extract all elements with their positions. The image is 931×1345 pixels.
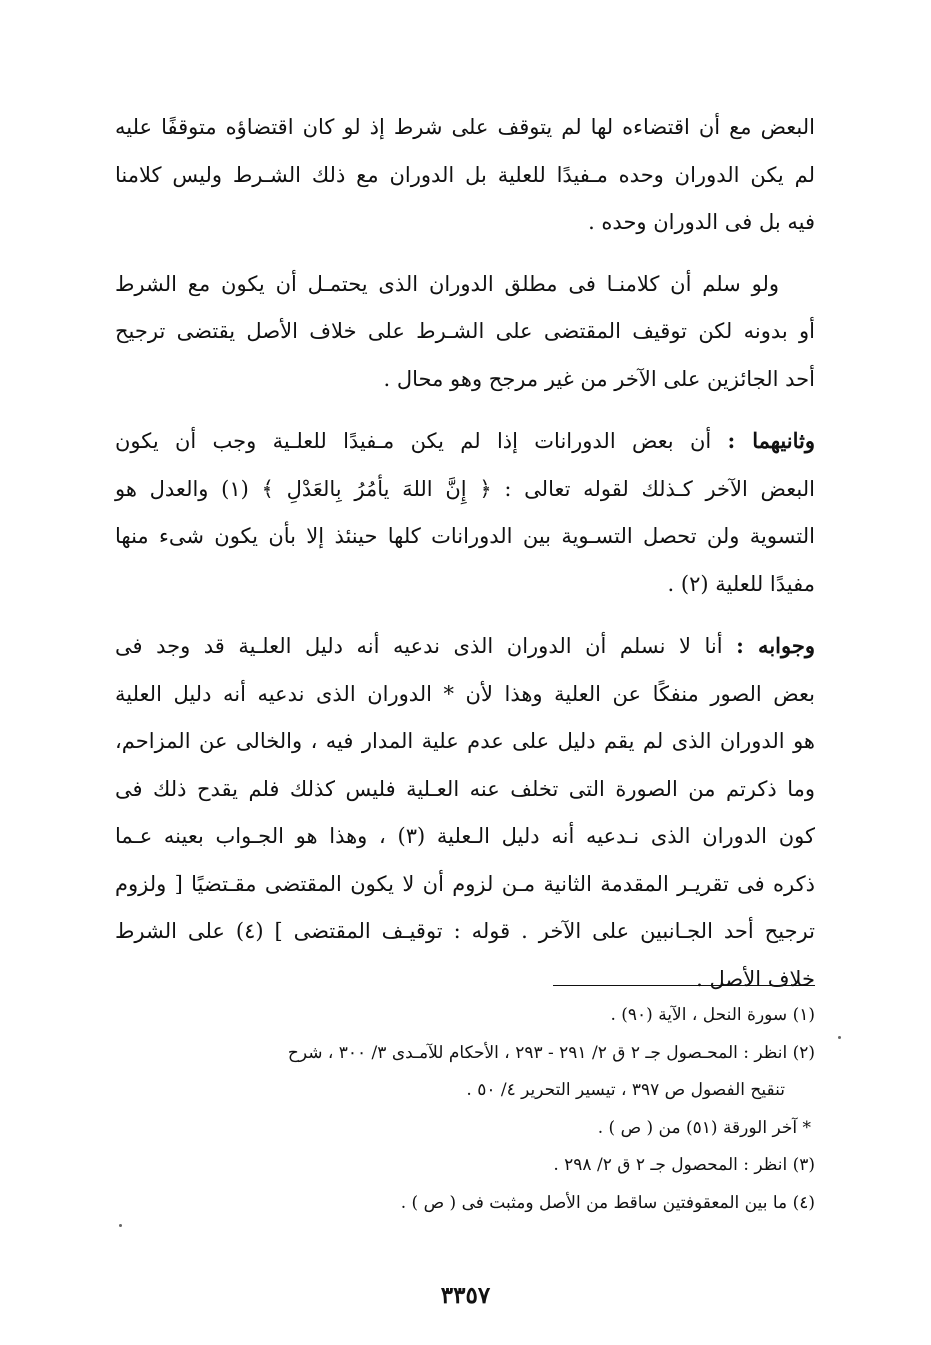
- footnote-page-marker: * آخر الورقة (٥١) من ( ص ) .: [597, 1117, 811, 1138]
- footnote-1: (١) سورة النحل ، الآية (٩٠) .: [610, 1005, 815, 1025]
- paragraph-4: [115, 622, 815, 1003]
- footnote-line: تنقيح الفصول ص ٣٩٧ ، تيسير التحرير ٤/ ٥٠ .: [466, 1080, 785, 1100]
- scan-speck: [838, 1036, 841, 1039]
- main-text: [115, 104, 815, 1003]
- paragraph-1: [115, 104, 815, 247]
- text-line: البعض مع أن اقتضاءه لها لم يتوقف على شرط إذ لو كان اقتضاؤه متوقفًا عليه: [115, 115, 815, 139]
- text-line-content: أن بعض الدورانات إذا لم يكن مـفيدًا للعلـية وجب أن يكون: [115, 429, 712, 453]
- paragraph-lead: وجوابه :: [736, 633, 815, 658]
- text-line: هو الدوران الذى لم يقم دليل على عدم علية المدار فيه ، والخالى عن المزاحم،: [115, 729, 815, 753]
- text-line: [115, 417, 815, 466]
- text-line: خلاف الأصل .: [696, 966, 815, 991]
- text-line: ولو سلم أن كلامنـا فى مطلق الدوران الذى يحتمـل أن يكون مع الشرط: [115, 271, 779, 296]
- text-line: ذكره فى تقريـر المقدمة الثانية مـن لزوم أن لا يكون المقتضى مقـتضيًا [ ولزوم: [115, 871, 815, 896]
- footnote-line: (٢) انظر : المحـصول جـ ٢ ق ٢/ ٢٩١ - ٢٩٣ ، الأحكام للآمـدى ٣/ ٣٠٠ ، شرح: [287, 1042, 815, 1063]
- text-line: مفيدًا للعلية (٢) .: [667, 571, 815, 596]
- footnotes: [109, 997, 815, 1222]
- scan-speck: [119, 1224, 122, 1227]
- paragraph-lead: وثانيهما :: [727, 428, 815, 453]
- text-line-content: أنا لا نسلم أن الدوران الذى ندعيه أنه دليل العلـية قد وجد فى: [115, 634, 723, 658]
- text-line: البعض الآخر كـذلك لقوله تعالى : ﴿ إِنَّ اللهَ يأمُرُ بِالعَدْلِ ﴾ (١) والعدل هو: [115, 476, 815, 501]
- paragraph-2: [115, 261, 815, 404]
- text-line: التسوية ولن تحصل التسـوية بين الدورانات كلها حينئذ إلا بأن يكون شىء منها: [115, 524, 815, 548]
- footnote-divider: [553, 985, 815, 986]
- text-line: فيه بل فى الدوران وحده .: [588, 210, 815, 234]
- paragraph-3: [115, 417, 815, 608]
- text-line: ترجيح أحد الجـانبين على الآخر . قوله : توقيـف المقتضى ] (٤) على الشرط: [115, 919, 815, 943]
- footnote-4: (٤) ما بين المعقوفتين ساقط من الأصل ومثبت فى ( ص ) .: [400, 1192, 815, 1213]
- text-line: لم يكن الدوران وحده مـفيدًا للعلية بل الدوران مع ذلك الشـرط وليس كلامنا: [115, 162, 815, 187]
- text-line: أو بدونه لكن توقيف المقتضى على الشـرط على خلاف الأصل يقتضى ترجيح: [115, 319, 815, 343]
- text-line: كون الدوران الذى نـدعيه أنه دليل الـعلية (٣) ، وهذا هو الجـواب بعينه عـما: [115, 824, 815, 848]
- text-line: أحد الجائزين على الآخر من غير مرجح وهو محال .: [383, 366, 815, 391]
- text-line: [115, 622, 815, 671]
- text-line: بعض الصور منفكًا عن العلية وهذا لأن * الدوران الذى ندعيه أنه دليل العلية: [115, 681, 815, 706]
- footnote-3: (٣) انظر : المحصول جـ ٢ ق ٢/ ٢٩٨ .: [553, 1155, 815, 1175]
- text-line: وما ذكرتم من الصورة التى تخلف عنه العـلية فليس كذلك فلم يقدح ذلك فى: [115, 776, 815, 801]
- footnote-2: [109, 1035, 815, 1110]
- page-number: ٣٣٥٧: [440, 1282, 491, 1309]
